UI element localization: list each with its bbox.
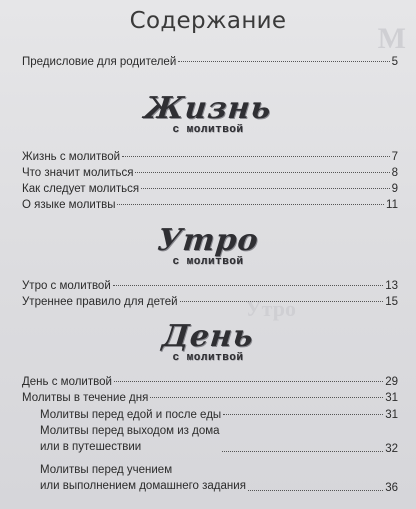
toc-entry-preface[interactable] (22, 56, 398, 68)
leader-dots (141, 188, 389, 189)
toc-subentry[interactable] (40, 409, 398, 421)
leader-dots (114, 381, 383, 382)
toc-page-number: 11 (386, 199, 398, 211)
toc-entry[interactable] (22, 199, 398, 211)
toc-entry-label: Молитвы перед едой и после еды (40, 409, 222, 421)
toc-entry[interactable] (22, 280, 398, 292)
toc-subentry[interactable] (40, 423, 398, 455)
toc-entry[interactable] (22, 167, 398, 179)
toc-entry-label: Что значит молиться (22, 167, 134, 179)
toc-page-number: 9 (391, 183, 398, 195)
leader-dots (180, 301, 384, 302)
toc-page-number: 13 (385, 280, 398, 292)
section-heading-title: День (160, 319, 256, 354)
leader-dots (122, 156, 390, 157)
toc-entry[interactable] (22, 183, 398, 195)
section-heading-subtitle: с молитвой (172, 256, 244, 268)
toc-page-number: 8 (391, 167, 398, 179)
toc-entry-label-line: Молитвы перед учением (40, 464, 173, 476)
toc-entry-label-line: или в путешествии (40, 441, 142, 453)
toc-entry[interactable] (22, 296, 398, 308)
leader-dots (178, 61, 389, 62)
toc-page-number: 29 (385, 376, 398, 388)
toc-entry[interactable] (22, 151, 398, 163)
toc-entry[interactable] (22, 392, 398, 404)
toc-page-number: 15 (385, 296, 398, 308)
leader-dots (113, 285, 383, 286)
toc-entry-label: Как следует молиться (22, 183, 140, 195)
toc-entry-label (40, 423, 220, 455)
section-heading-title: Утро (155, 223, 261, 258)
toc-entry-label: Предисловие для родителей (22, 56, 177, 68)
section-heading-life (0, 91, 416, 136)
toc-entry-label (40, 462, 246, 494)
bleed-through-text: Утро (245, 296, 296, 321)
section-heading-subtitle: с молитвой (172, 352, 244, 364)
leader-dots (248, 490, 383, 491)
leader-dots (117, 204, 384, 205)
toc-entry-label: Утро с молитвой (22, 280, 111, 292)
toc-subentry[interactable] (40, 462, 398, 494)
toc-page-number: 31 (385, 409, 398, 421)
toc-page-number: 36 (385, 482, 398, 494)
section-heading-title: Жизнь (142, 91, 274, 126)
toc-page-number: 31 (385, 392, 398, 404)
toc-entry-label-line: Молитвы перед выходом из дома (40, 425, 220, 437)
toc-page-number: 5 (391, 56, 398, 68)
bleed-through-text: М (377, 22, 406, 55)
section-heading-day (0, 319, 416, 364)
toc-entry-label: Утреннее правило для детей (22, 296, 178, 308)
toc-entry[interactable] (22, 376, 398, 388)
section-heading-morning (0, 223, 416, 268)
toc-page-number: 7 (391, 151, 398, 163)
leader-dots (223, 414, 383, 415)
section-heading-subtitle: с молитвой (172, 124, 244, 136)
leader-dots (150, 397, 383, 398)
toc-entry-label: День с молитвой (22, 376, 112, 388)
toc-entry-label: О языке молитвы (22, 199, 116, 211)
toc-entry-label: Молитвы в течение дня (22, 392, 149, 404)
toc-entry-label: Жизнь с молитвой (22, 151, 121, 163)
toc-entry-label-line: или выполнением домашнего задания (40, 480, 246, 492)
leader-dots (135, 172, 389, 173)
toc-page-number: 32 (385, 443, 398, 455)
leader-dots (222, 451, 384, 452)
page-title: Содержание (129, 8, 287, 34)
